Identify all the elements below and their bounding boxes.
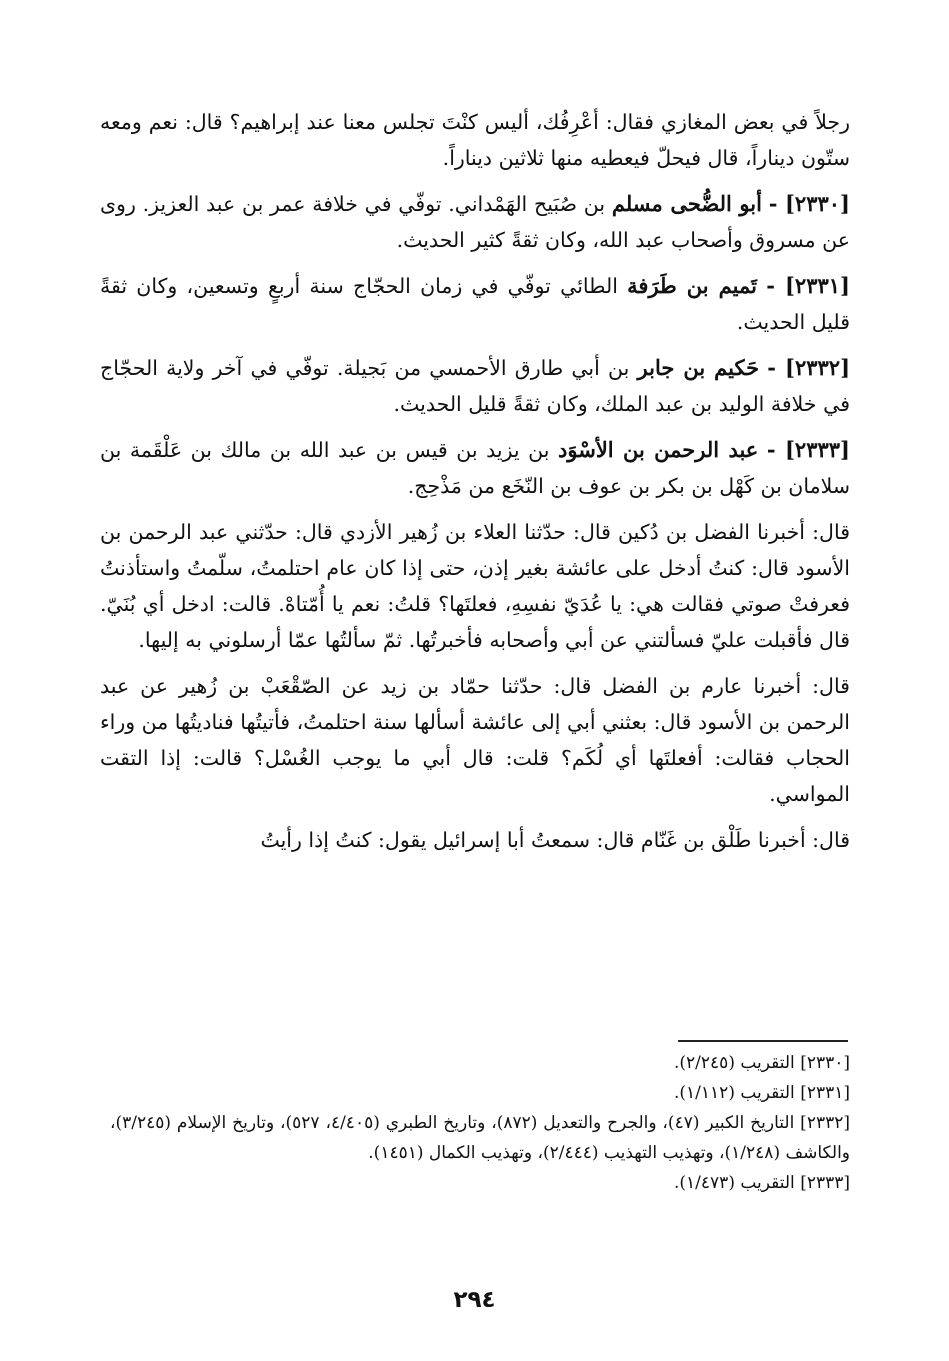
entry-number: [٢٣٣٠] - xyxy=(768,191,850,216)
entry-name: عبد الرحمن بن الأسْوَد xyxy=(558,437,759,462)
page-number: ٢٩٤ xyxy=(453,1287,496,1313)
narration-paragraph-1: قال: أخبرنا الفضل بن دُكين قال: حدّثنا العلاء بن زُهير الأزدي قال: حدّثني عبد الرحمن بن الأسود قال: كنتُ أدخل على عائشة بغير إذن، حتى إذا كان عام احتلمتُ، سلّمتُ واستأذنتُ فعرفتْ صوتي فقالت هي: يا عُدَيّ نفسِهِ، فعلتَها؟ قلتُ: نعم يا أُمّتاهْ. قالت: ادخل أي بُنَيّ. قال فأقبلت عليّ فسألتني عن أبي وأصحابه فأخبرتُها. ثمّ سألتُها عمّا أرسلوني به إليها. xyxy=(100,520,850,652)
footnote-2331: [٢٣٣١] التقريب (١/١١٢). xyxy=(674,1083,850,1103)
footnote-2332: [٢٣٣٢] التاريخ الكبير (٤٧)، والجرح والتعديل (٨٧٢)، وتاريخ الطبري (٤/٤٠٥، ٥٢٧)، وتاريخ الإسلام (٣/٢٤٥)، والكاشف (١/٢٤٨)، وتهذيب التهذيب (٢/٤٤٤)، وتهذيب الكمال (١٤٥١). xyxy=(110,1113,850,1163)
entry-2330 xyxy=(100,186,850,258)
entry-2331 xyxy=(100,268,850,340)
entry-text: بن يزيد بن قيس بن عبد الله بن مالك بن عَلْقَمة بن سلامان بن كَهْل بن بكر بن عوف بن النّخَع من مَذْحِج. xyxy=(100,438,850,498)
entry-name: تَميم بن طَرَفة xyxy=(627,273,757,298)
footnote-divider xyxy=(678,1040,848,1042)
footnotes xyxy=(110,1048,850,1198)
paragraph-continuation: رجلاً في بعض المغازي فقال: أعْرِفُك، أليس كنْتَ تجلس معنا عند إبراهيم؟ قال: نعم ومعه ستّون ديناراً، قال فيحلّ فيعطيه منها ثلاثين ديناراً. xyxy=(100,110,850,170)
narration-paragraph-3: قال: أخبرنا طَلْق بن غَنّام قال: سمعتُ أبا إسرائيل يقول: كنتُ إذا رأيتُ xyxy=(260,828,850,852)
entry-name: أبو الضُّحى مسلم xyxy=(611,191,762,216)
main-text xyxy=(100,104,850,868)
entry-text: بن صُبَيح الهَمْداني. توفّي في خلافة عمر بن عبد العزيز. روى عن مسروق وأصحاب عبد الله، وكان ثقةً كثير الحديث. xyxy=(100,192,850,252)
entry-number: [٢٣٣٢] - xyxy=(767,355,850,380)
entry-2332 xyxy=(100,350,850,422)
entry-number: [٢٣٣٣] - xyxy=(766,437,850,462)
entry-name: حَكيم بن جابر xyxy=(637,355,760,380)
footnote-2333: [٢٣٣٣] التقريب (١/٤٧٣). xyxy=(674,1173,850,1193)
entry-text: بن أبي طارق الأحمسي من بَجيلة. توفّي في آخر ولاية الحجّاج في خلافة الوليد بن عبد الملك، وكان ثقةً قليل الحديث. xyxy=(100,356,850,416)
entry-text: الطائي توفّي في زمان الحجّاج سنة أربعٍ وتسعين، وكان ثقةً قليل الحديث. xyxy=(100,274,850,334)
footnote-2330: [٢٣٣٠] التقريب (٢/٢٤٥). xyxy=(674,1053,850,1073)
narration-paragraph-2: قال: أخبرنا عارم بن الفضل قال: حدّثنا حمّاد بن زيد عن الصّقْعَبْ بن زُهير عن عبد الرحمن بن الأسود قال: بعثني أبي إلى عائشة أسألها سنة احتلمتُ، فأتيتُها فناديتُها من وراء الحجاب فقالت: أفعلتَها أي لُكَم؟ قلت: قال أبي ما يوجب الغُسْل؟ قالت: إذا التقت المواسي. xyxy=(100,674,850,806)
entry-2333 xyxy=(100,432,850,504)
entry-number: [٢٣٣١] - xyxy=(766,273,850,298)
